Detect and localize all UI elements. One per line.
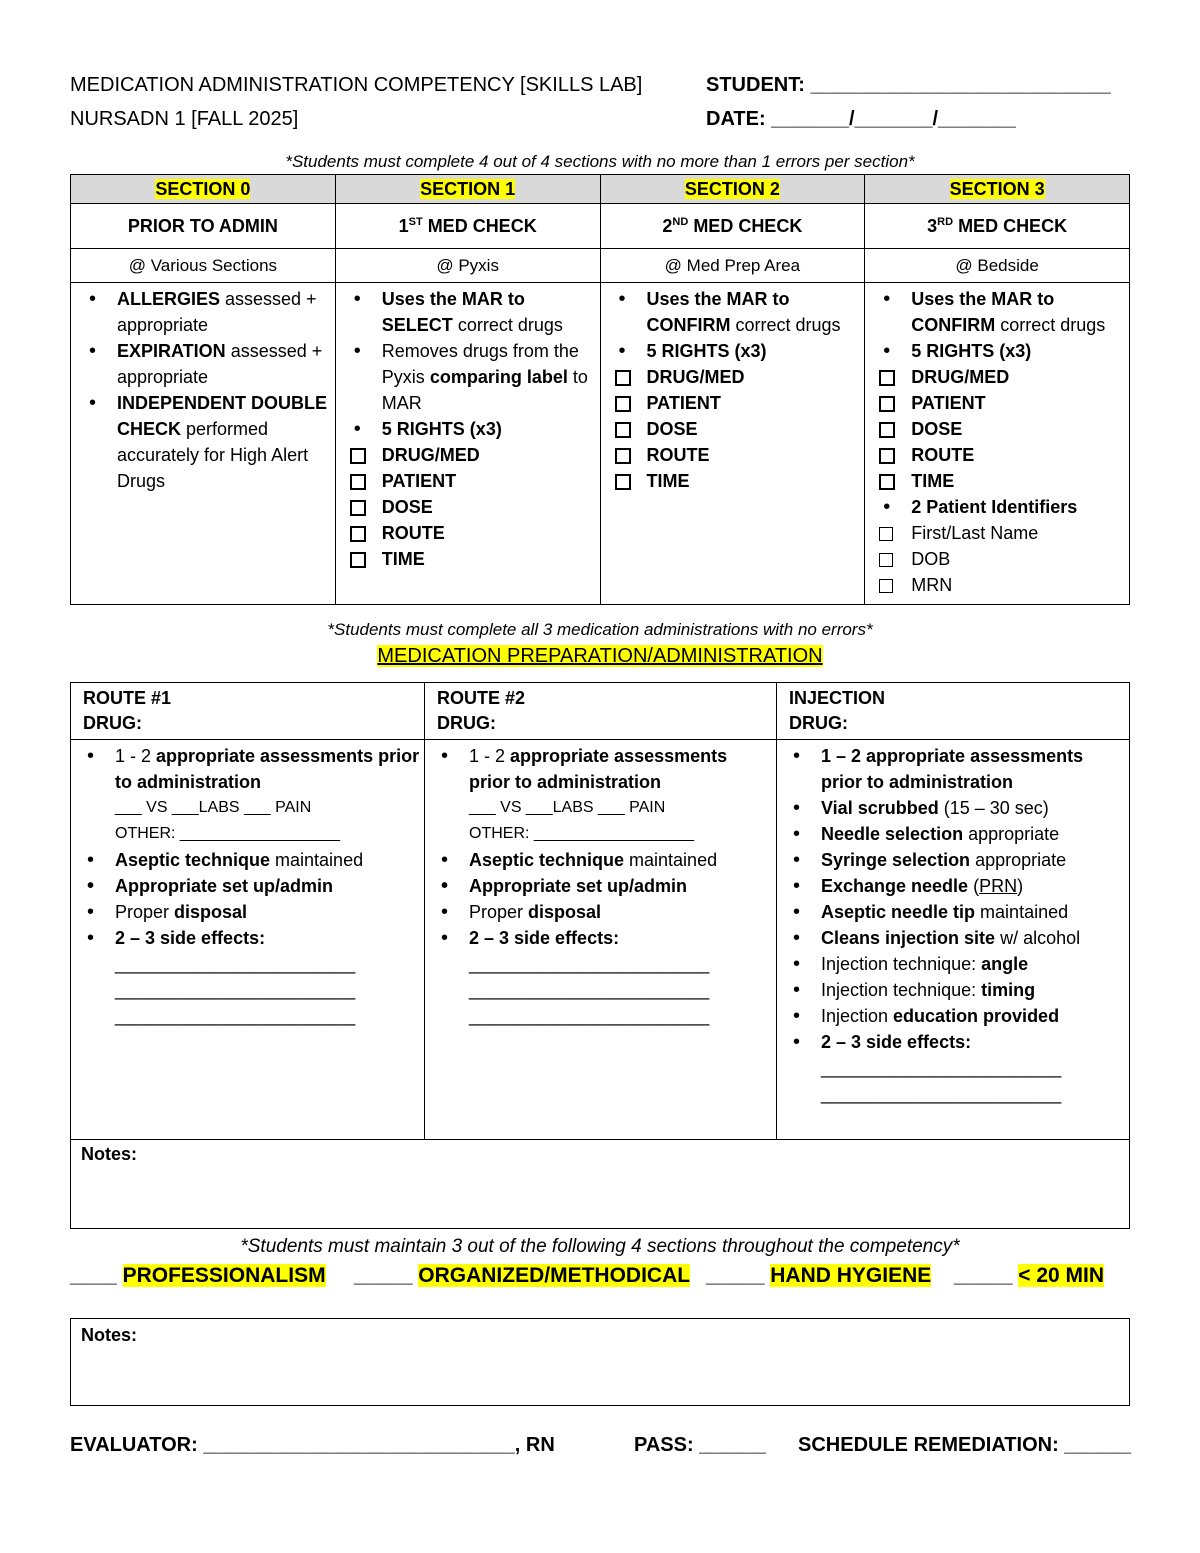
general-notes-field[interactable]: Notes:	[70, 1318, 1130, 1406]
injection-checklist	[777, 740, 1130, 1140]
list-item: • 5 RIGHTS (x3) DRUG/MED PATIENT DOSE ROUTE TIME	[342, 416, 596, 572]
route-1-header: ROUTE #1 DRUG:	[71, 683, 425, 740]
list-item: • Injection education provided	[781, 1003, 1125, 1029]
rule-sections: *Students must complete 4 out of 4 sections with no more than 1 errors per section*	[285, 152, 915, 171]
list-item: • INDEPENDENT DOUBLE CHECK performed accurately for High Alert Drugs	[77, 390, 331, 494]
list-item: • Syringe selection appropriate	[781, 847, 1125, 873]
form-title: MEDICATION ADMINISTRATION COMPETENCY [SKILLS LAB]	[70, 74, 643, 96]
list-item: • Cleans injection site w/ alcohol	[781, 925, 1125, 951]
section-1-location: @ Pyxis	[335, 249, 600, 283]
section-0-checklist	[71, 283, 336, 605]
list-item: • EXPIRATION assessed + appropriate	[77, 338, 331, 390]
list-item: • Aseptic needle tip maintained	[781, 899, 1125, 925]
criterion-professionalism[interactable]: ____ PROFESSIONALISM	[70, 1264, 326, 1287]
section-0-location: @ Various Sections	[71, 249, 336, 283]
sections-table	[70, 174, 1130, 605]
section-2-location: @ Med Prep Area	[600, 249, 865, 283]
section-3-label: SECTION 3	[949, 178, 1045, 199]
checkbox-drug[interactable]: DRUG/MED	[875, 364, 1125, 390]
route-1-checklist	[71, 740, 425, 1140]
section-0-label: SECTION 0	[155, 178, 251, 199]
checkbox-patient[interactable]: PATIENT	[346, 468, 596, 494]
list-item: • Appropriate set up/admin	[429, 873, 772, 899]
remediation-field[interactable]: SCHEDULE REMEDIATION: ______	[798, 1434, 1132, 1456]
section-3-checklist	[865, 283, 1130, 605]
date-field[interactable]: DATE: _______/_______/_______	[706, 108, 1016, 130]
criterion-organized[interactable]: _____ ORGANIZED/METHODICAL	[354, 1264, 691, 1287]
list-item: • 2 Patient Identifiers First/Last Name DOB MRN	[871, 494, 1125, 598]
section-1-checklist	[335, 283, 600, 605]
medication-table	[70, 682, 1130, 1229]
checkbox-drug[interactable]: DRUG/MED	[611, 364, 861, 390]
section-2-title: 2ND MED CHECK	[600, 204, 865, 249]
list-item: • Injection technique: timing	[781, 977, 1125, 1003]
checkbox-time[interactable]: TIME	[875, 468, 1125, 494]
course-name: NURSADN 1 [FALL 2025]	[70, 108, 299, 130]
rule-professional: *Students must maintain 3 out of the following 4 sections throughout the competency*	[240, 1236, 960, 1257]
list-item: • Uses the MAR to SELECT correct drugs	[342, 286, 596, 338]
checkbox-patient[interactable]: PATIENT	[875, 390, 1125, 416]
injection-header: INJECTION DRUG:	[777, 683, 1130, 740]
section-0-title: PRIOR TO ADMIN	[71, 204, 336, 249]
list-item: • ALLERGIES assessed + appropriate	[77, 286, 331, 338]
list-item: • 1 - 2 appropriate assessments prior to administration ___ VS ___LABS ___ PAIN OTHER: __________________	[75, 743, 420, 847]
checkbox-name[interactable]: First/Last Name	[875, 520, 1125, 546]
section-3-title: 3RD MED CHECK	[865, 204, 1130, 249]
list-item: • Proper disposal	[429, 899, 772, 925]
checkbox-time[interactable]: TIME	[346, 546, 596, 572]
list-item: • 5 RIGHTS (x3) DRUG/MED PATIENT DOSE ROUTE TIME	[871, 338, 1125, 494]
list-item: • Aseptic technique maintained	[429, 847, 772, 873]
checkbox-dose[interactable]: DOSE	[346, 494, 596, 520]
checkbox-drug[interactable]: DRUG/MED	[346, 442, 596, 468]
list-item: • 2 – 3 side effects: ________________________ ________________________ ________________________	[429, 925, 772, 1029]
checkbox-route[interactable]: ROUTE	[346, 520, 596, 546]
checkbox-dob[interactable]: DOB	[875, 546, 1125, 572]
section-3-location: @ Bedside	[865, 249, 1130, 283]
list-item: • Uses the MAR to CONFIRM correct drugs	[871, 286, 1125, 338]
section-2-label: SECTION 2	[684, 178, 780, 199]
list-item: • 2 – 3 side effects: ________________________ ________________________	[781, 1029, 1125, 1107]
section-2-checklist	[600, 283, 865, 605]
checkbox-route[interactable]: ROUTE	[875, 442, 1125, 468]
list-item: • Aseptic technique maintained	[75, 847, 420, 873]
list-item: • 2 – 3 side effects: ________________________ ________________________ ________________________	[75, 925, 420, 1029]
pass-field[interactable]: PASS: ______	[634, 1434, 766, 1456]
list-item: • 5 RIGHTS (x3) DRUG/MED PATIENT DOSE ROUTE TIME	[607, 338, 861, 494]
list-item: • Removes drugs from the Pyxis comparing label to MAR	[342, 338, 596, 416]
evaluator-field[interactable]: EVALUATOR: ____________________________, RN	[70, 1434, 555, 1456]
list-item: • 1 – 2 appropriate assessments prior to administration	[781, 743, 1125, 795]
list-item: • Appropriate set up/admin	[75, 873, 420, 899]
rule-medication: *Students must complete all 3 medication administrations with no errors*	[327, 620, 873, 639]
route-2-header: ROUTE #2 DRUG:	[425, 683, 777, 740]
criterion-time-limit[interactable]: _____ < 20 MIN	[954, 1264, 1105, 1287]
list-item: • Exchange needle (PRN)	[781, 873, 1125, 899]
list-item: • Uses the MAR to CONFIRM correct drugs	[607, 286, 861, 338]
checkbox-mrn[interactable]: MRN	[875, 572, 1125, 598]
section-1-label: SECTION 1	[420, 178, 516, 199]
list-item: • Proper disposal	[75, 899, 420, 925]
checkbox-route[interactable]: ROUTE	[611, 442, 861, 468]
checkbox-patient[interactable]: PATIENT	[611, 390, 861, 416]
section-1-title: 1ST MED CHECK	[335, 204, 600, 249]
criterion-hand-hygiene[interactable]: _____ HAND HYGIENE	[706, 1264, 932, 1287]
list-item: • 1 - 2 appropriate assessments prior to administration ___ VS ___LABS ___ PAIN OTHER: __________________	[429, 743, 772, 847]
list-item: • Injection technique: angle	[781, 951, 1125, 977]
med-section-title: MEDICATION PREPARATION/ADMINISTRATION	[377, 645, 823, 667]
list-item: • Needle selection appropriate	[781, 821, 1125, 847]
checkbox-dose[interactable]: DOSE	[875, 416, 1125, 442]
checkbox-time[interactable]: TIME	[611, 468, 861, 494]
checkbox-dose[interactable]: DOSE	[611, 416, 861, 442]
list-item: • Vial scrubbed (15 – 30 sec)	[781, 795, 1125, 821]
student-field[interactable]: STUDENT: ___________________________	[706, 74, 1111, 96]
route-2-checklist	[425, 740, 777, 1140]
med-notes-field[interactable]: Notes:	[71, 1140, 1130, 1229]
